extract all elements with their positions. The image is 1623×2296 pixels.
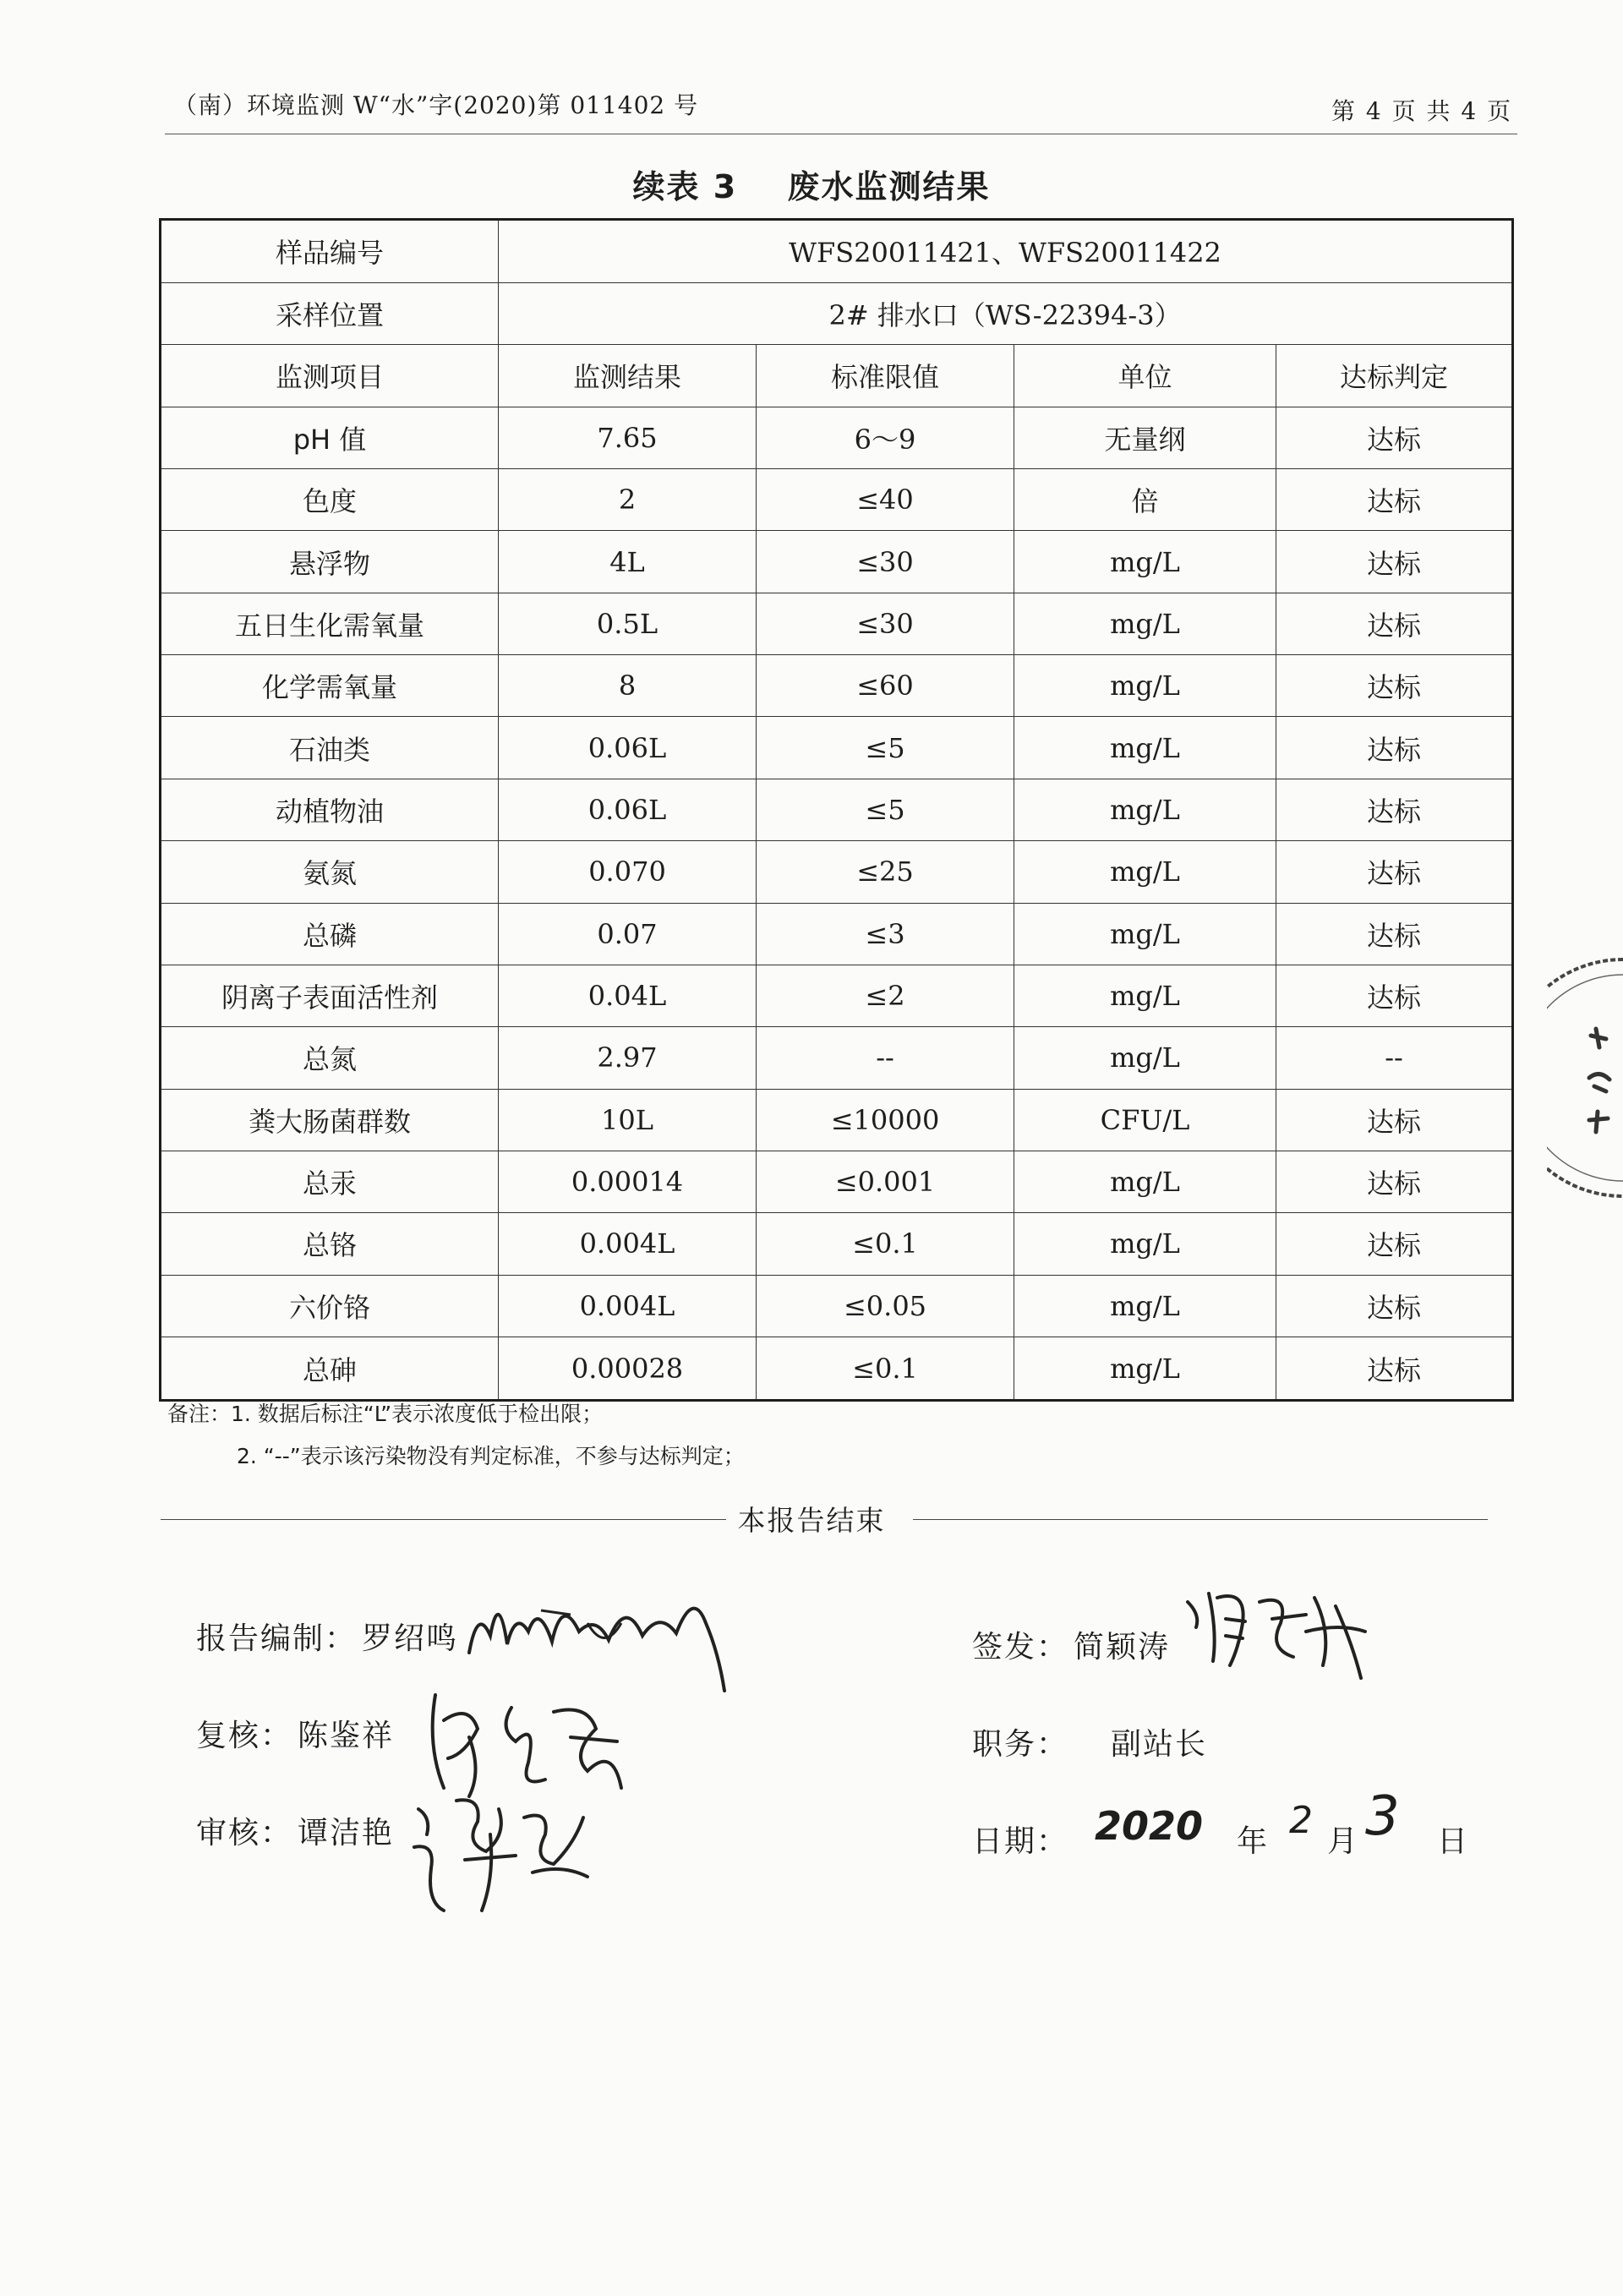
cell-unit: 无量纲 — [1014, 407, 1276, 468]
cell-judgement: 达标 — [1276, 841, 1513, 903]
cell-item: 悬浮物 — [161, 531, 499, 593]
cell-unit: mg/L — [1014, 965, 1276, 1026]
issuer-line — [972, 1623, 1170, 1666]
table-row — [161, 1213, 1513, 1275]
cell-unit: mg/L — [1014, 1151, 1276, 1212]
cell-unit: mg/L — [1014, 1027, 1276, 1089]
table-row — [161, 1151, 1513, 1212]
cell-result: 0.004L — [499, 1275, 757, 1337]
cell-unit: mg/L — [1014, 779, 1276, 840]
date-label: 日期： — [972, 1824, 1069, 1859]
sample-number-row — [161, 220, 1513, 283]
cell-item: 石油类 — [161, 717, 499, 779]
notes — [167, 1393, 745, 1478]
column-header: 监测结果 — [499, 345, 757, 407]
table-row — [161, 655, 1513, 717]
cell-unit: 倍 — [1014, 469, 1276, 531]
cell-item: 六价铬 — [161, 1275, 499, 1337]
cell-item: 总汞 — [161, 1151, 499, 1212]
cell-judgement: 达标 — [1276, 1213, 1513, 1275]
auditor-label: 审核： — [196, 1816, 293, 1850]
date-year-unit: 年 — [1237, 1824, 1270, 1859]
cell-item: 总铬 — [161, 1213, 499, 1275]
cell-unit: CFU/L — [1014, 1089, 1276, 1151]
issuer-signature — [1179, 1581, 1382, 1682]
page-title — [0, 161, 1623, 207]
cell-limit: ≤40 — [757, 469, 1014, 531]
cell-result: 0.07 — [499, 903, 757, 965]
cell-result: 0.070 — [499, 841, 757, 903]
cell-judgement: 达标 — [1276, 655, 1513, 717]
column-header: 单位 — [1014, 345, 1276, 407]
reviewer-line — [196, 1712, 394, 1755]
cell-judgement: 达标 — [1276, 903, 1513, 965]
report-number: （南）环境监测 W“水”字(2020)第 011402 号 — [173, 91, 699, 119]
reviewer-label: 复核： — [196, 1719, 293, 1753]
position-value: 副站长 — [1111, 1727, 1208, 1762]
report-end-marker: 本报告结束 — [0, 1499, 1623, 1539]
cell-unit: mg/L — [1014, 1337, 1276, 1401]
compiler-label: 报告编制： — [196, 1621, 358, 1656]
cell-item: 阴离子表面活性剂 — [161, 965, 499, 1026]
date-year: 2020 — [1095, 1803, 1204, 1849]
position-label: 职务： — [972, 1727, 1069, 1762]
reviewer-name: 陈鉴祥 — [298, 1719, 395, 1753]
page-info: 第 4 页 共 4 页 — [1331, 97, 1513, 125]
sample-number-value: WFS20011421、WFS20011422 — [499, 220, 1513, 283]
table-row — [161, 531, 1513, 593]
cell-unit: mg/L — [1014, 717, 1276, 779]
auditor-name: 谭洁艳 — [298, 1816, 395, 1850]
column-header: 标准限值 — [757, 345, 1014, 407]
cell-limit: ≤30 — [757, 593, 1014, 654]
cell-unit: mg/L — [1014, 841, 1276, 903]
date-day: 3 — [1365, 1785, 1400, 1848]
cell-judgement: 达标 — [1276, 1151, 1513, 1212]
cell-unit: mg/L — [1014, 1213, 1276, 1275]
cell-limit: 6～9 — [757, 407, 1014, 468]
cell-judgement: 达标 — [1276, 407, 1513, 468]
cell-item: 氨氮 — [161, 841, 499, 903]
cell-limit: ≤0.05 — [757, 1275, 1014, 1337]
cell-result: 2 — [499, 469, 757, 531]
cell-limit: ≤30 — [757, 531, 1014, 593]
table-row — [161, 717, 1513, 779]
cell-result: 4L — [499, 531, 757, 593]
date-day-unit: 日 — [1437, 1824, 1470, 1859]
table-number: 续表 3 — [632, 168, 738, 205]
cell-result: 10L — [499, 1089, 757, 1151]
table-row — [161, 1027, 1513, 1089]
table-row — [161, 779, 1513, 840]
cell-item: 化学需氧量 — [161, 655, 499, 717]
table-row — [161, 1337, 1513, 1401]
table-name: 废水监测结果 — [787, 168, 991, 205]
issuer-name: 简颖涛 — [1074, 1630, 1171, 1665]
cell-item: 粪大肠菌群数 — [161, 1089, 499, 1151]
cell-result: 7.65 — [499, 407, 757, 468]
column-header: 达标判定 — [1276, 345, 1513, 407]
table-row — [161, 903, 1513, 965]
table-row — [161, 469, 1513, 531]
cell-item: 总磷 — [161, 903, 499, 965]
cell-item: 色度 — [161, 469, 499, 531]
cell-unit: mg/L — [1014, 593, 1276, 654]
cell-unit: mg/L — [1014, 1275, 1276, 1337]
cell-unit: mg/L — [1014, 903, 1276, 965]
note-2: 2. “--”表示该污染物没有判定标准，不参与达标判定； — [237, 1444, 745, 1468]
cell-limit: ≤3 — [757, 903, 1014, 965]
note-1: 备注：1. 数据后标注“L”表示浓度低于检出限； — [167, 1402, 604, 1426]
cell-limit: ≤25 — [757, 841, 1014, 903]
cell-limit: ≤10000 — [757, 1089, 1014, 1151]
column-header-row — [161, 345, 1513, 407]
cell-item: 动植物油 — [161, 779, 499, 840]
cell-judgement: 达标 — [1276, 593, 1513, 654]
cell-judgement: 达标 — [1276, 717, 1513, 779]
cell-limit: ≤60 — [757, 655, 1014, 717]
sampling-location-row — [161, 282, 1513, 344]
cell-result: 0.00014 — [499, 1151, 757, 1212]
position-line — [972, 1720, 1207, 1763]
compiler-line — [196, 1615, 458, 1658]
cell-item: 五日生化需氧量 — [161, 593, 499, 654]
date-month: 2 — [1289, 1799, 1313, 1842]
cell-judgement: 达标 — [1276, 1337, 1513, 1401]
auditor-line — [196, 1809, 394, 1852]
sampling-location-label: 采样位置 — [161, 282, 499, 344]
cell-limit: ≤0.1 — [757, 1337, 1014, 1401]
cell-judgement: 达标 — [1276, 531, 1513, 593]
cell-limit: ≤0.001 — [757, 1151, 1014, 1212]
cell-result: 0.5L — [499, 593, 757, 654]
cell-judgement: 达标 — [1276, 1089, 1513, 1151]
cell-result: 0.06L — [499, 717, 757, 779]
cell-result: 0.004L — [499, 1213, 757, 1275]
issuer-label: 签发： — [972, 1630, 1069, 1665]
cell-result: 8 — [499, 655, 757, 717]
cell-item: 总氮 — [161, 1027, 499, 1089]
date-month-unit: 月 — [1327, 1824, 1360, 1859]
date-line — [972, 1818, 1068, 1861]
cell-result: 2.97 — [499, 1027, 757, 1089]
cell-judgement: -- — [1276, 1027, 1513, 1089]
cell-limit: ≤5 — [757, 779, 1014, 840]
cell-limit: ≤2 — [757, 965, 1014, 1026]
cell-result: 0.04L — [499, 965, 757, 1026]
official-seal — [1547, 951, 1623, 1205]
cell-result: 0.00028 — [499, 1337, 757, 1401]
sample-number-label: 样品编号 — [161, 220, 499, 283]
table-row — [161, 1275, 1513, 1337]
results-table — [159, 218, 1514, 1402]
cell-unit: mg/L — [1014, 655, 1276, 717]
column-header: 监测项目 — [161, 345, 499, 407]
cell-result: 0.06L — [499, 779, 757, 840]
cell-limit: -- — [757, 1027, 1014, 1089]
cell-item: pH 值 — [161, 407, 499, 468]
cell-judgement: 达标 — [1276, 1275, 1513, 1337]
cell-judgement: 达标 — [1276, 965, 1513, 1026]
table-row — [161, 593, 1513, 654]
table-row — [161, 407, 1513, 468]
cell-limit: ≤0.1 — [757, 1213, 1014, 1275]
cell-limit: ≤5 — [757, 717, 1014, 779]
cell-judgement: 达标 — [1276, 469, 1513, 531]
auditor-signature — [406, 1784, 600, 1919]
sampling-location-value: 2# 排水口（WS-22394-3） — [499, 282, 1513, 344]
cell-judgement: 达标 — [1276, 779, 1513, 840]
table-row — [161, 841, 1513, 903]
cell-item: 总砷 — [161, 1337, 499, 1401]
compiler-name: 罗绍鸣 — [362, 1621, 459, 1656]
table-row — [161, 1089, 1513, 1151]
cell-unit: mg/L — [1014, 531, 1276, 593]
table-row — [161, 965, 1513, 1026]
